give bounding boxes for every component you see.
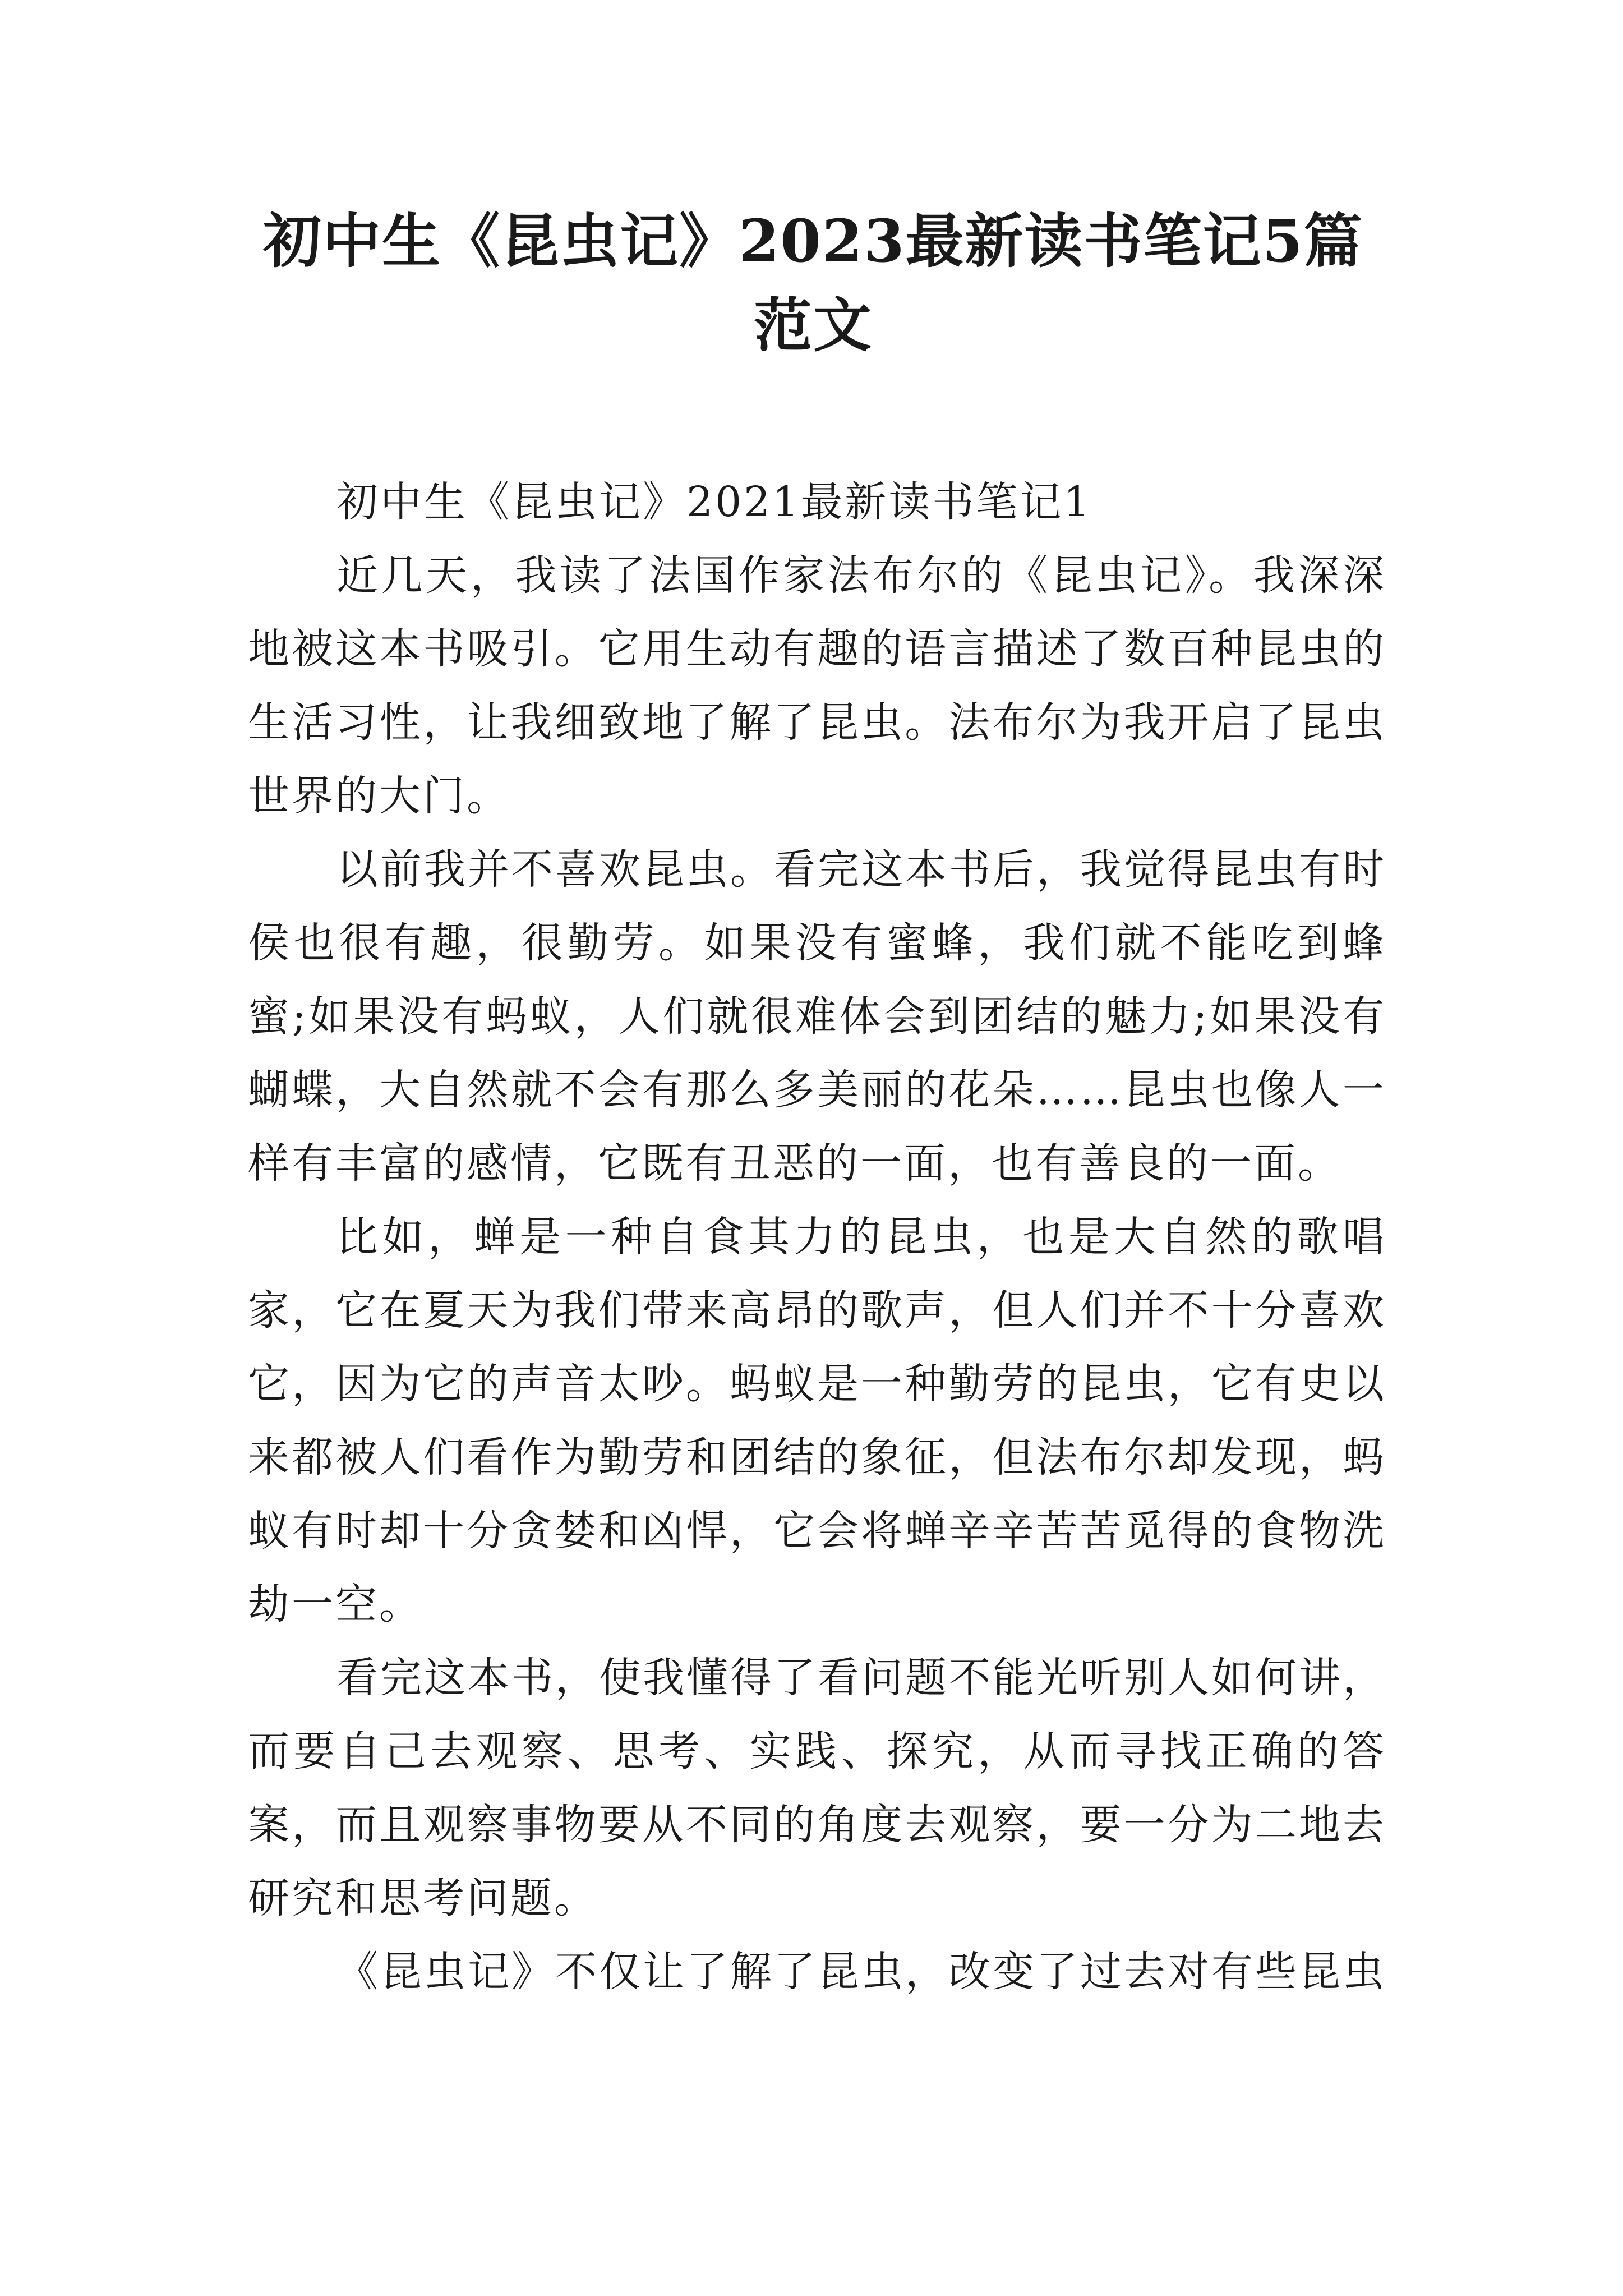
paragraph: 《昆虫记》不仅让了解了昆虫，改变了过去对有些昆虫 <box>336 1948 1386 1996</box>
document-title: 初中生《昆虫记》2023最新读书笔记5篇范文 <box>263 206 1363 360</box>
section-heading: 初中生《昆虫记》2021最新读书笔记1 <box>336 478 1092 526</box>
paragraph: 以前我并不喜欢昆虫。看完这本书后，我觉得昆虫有时侯也很有趣，很勤劳。如果没有蜜蜂，我们就不能吃到蜂蜜;如果没有蚂蚁，人们就很难体会到团结的魅力;如果没有蝴蝶，大自然就不会有那么多美丽的花朵……昆虫也像人一样有丰富的感情，它既有丑恶的一面，也有善良的一面。 <box>248 845 1386 1188</box>
document-body <box>248 466 1386 2009</box>
paragraph: 比如，蝉是一种自食其力的昆虫，也是大自然的歌唱家，它在夏天为我们带来高昂的歌声，但人们并不十分喜欢它，因为它的声音太吵。蚂蚁是一种勤劳的昆虫，它有史以来都被人们看作为勤劳和团结的象征，但法布尔却发现，蚂蚁有时却十分贪婪和凶悍，它会将蝉辛辛苦苦觅得的食物洗劫一空。 <box>248 1213 1386 1628</box>
paragraph: 看完这本书，使我懂得了看问题不能光听别人如何讲，而要自己去观察、思考、实践、探究，从而寻找正确的答案，而且观察事物要从不同的角度去观察，要一分为二地去研究和思考问题。 <box>248 1654 1386 1922</box>
paragraph: 近几天，我读了法国作家法布尔的《昆虫记》。我深深地被这本书吸引。它用生动有趣的语言描述了数百种昆虫的生活习性，让我细致地了解了昆虫。法布尔为我开启了昆虫世界的大门。 <box>248 551 1386 820</box>
